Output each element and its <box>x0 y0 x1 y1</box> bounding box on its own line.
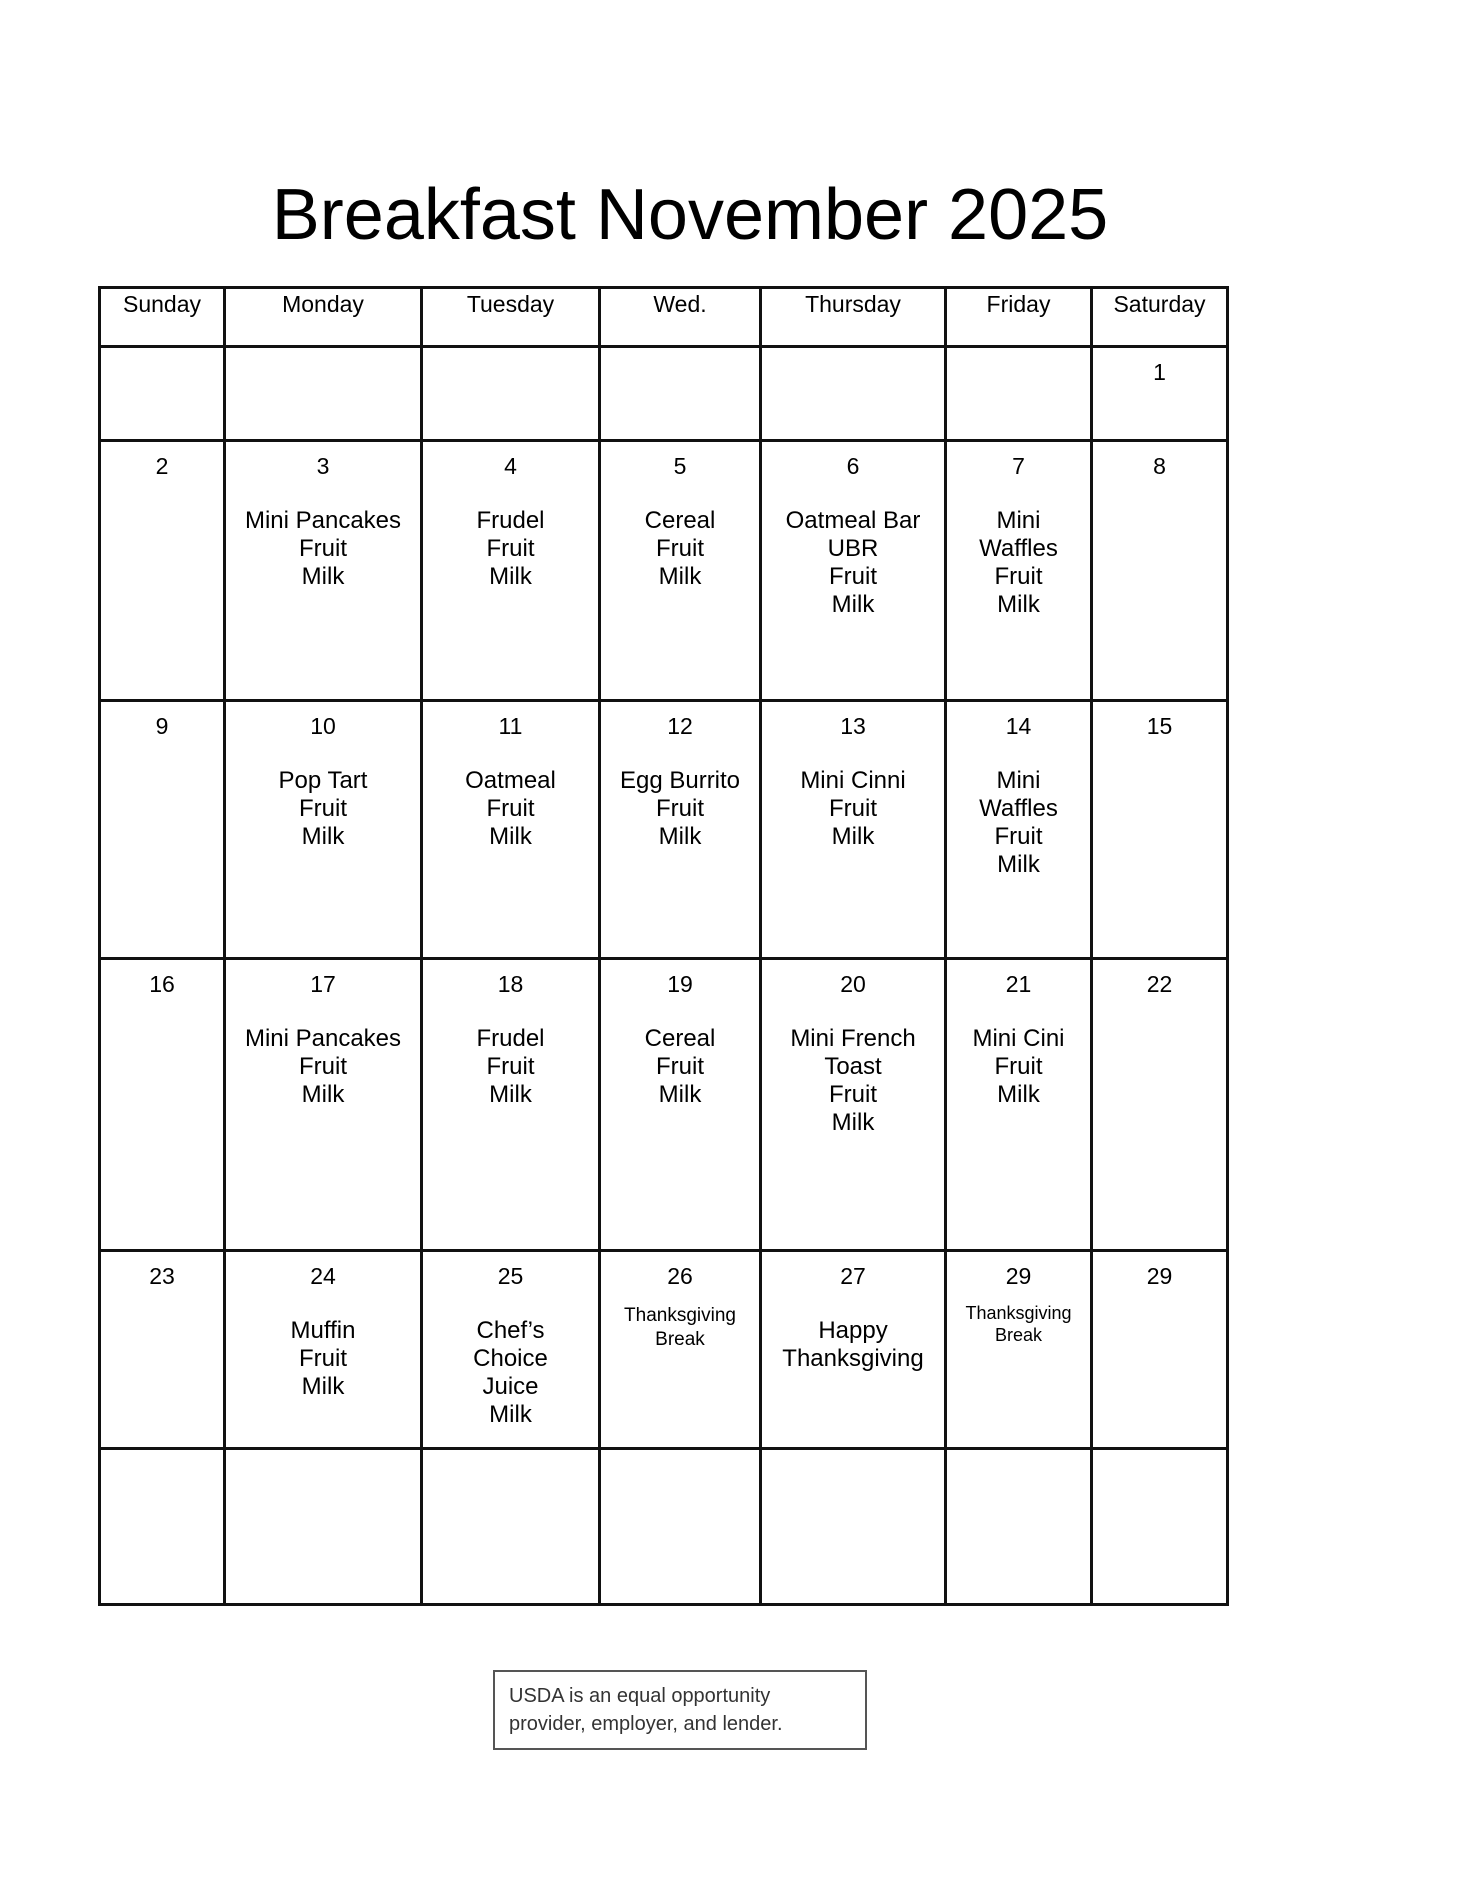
day-cell <box>422 959 600 1251</box>
menu-item: Fruit <box>486 535 535 562</box>
day-cell <box>225 441 422 701</box>
day-cell <box>422 441 600 701</box>
day-cell <box>1092 347 1228 441</box>
menu-items <box>423 1317 598 1429</box>
menu-items <box>601 767 759 851</box>
calendar-grid <box>98 286 1229 1606</box>
usda-notice <box>493 1670 867 1750</box>
menu-item: Milk <box>997 851 1040 878</box>
day-cell <box>422 1449 600 1605</box>
menu-item: Mini Pancakes <box>244 1025 402 1052</box>
menu-item: Milk <box>831 1109 875 1136</box>
menu-item: Frudel <box>476 1025 545 1052</box>
menu-item: Milk <box>301 1373 345 1400</box>
menu-item: Fruit <box>829 1081 877 1108</box>
day-number <box>947 1450 1090 1460</box>
day-number <box>601 348 759 358</box>
week-row <box>100 1449 1228 1605</box>
week-row <box>100 701 1228 959</box>
day-cell <box>600 1449 761 1605</box>
day-cell <box>225 959 422 1251</box>
day-cell <box>422 701 600 959</box>
week-row <box>100 441 1228 701</box>
day-cell <box>1092 959 1228 1251</box>
day-cell <box>100 347 225 441</box>
day-number: 5 <box>673 453 687 479</box>
menu-items <box>762 507 944 619</box>
menu-item: Chef’s <box>476 1317 545 1344</box>
day-cell <box>761 441 946 701</box>
menu-item: Mini <box>996 507 1041 534</box>
day-number <box>226 1450 420 1460</box>
day-cell <box>1092 441 1228 701</box>
menu-item: Fruit <box>829 563 877 590</box>
weekday-header: Wed. <box>600 288 761 347</box>
day-cell <box>100 959 225 1251</box>
weekday-header-row <box>100 288 1228 347</box>
menu-item: Break <box>655 1329 705 1350</box>
day-number: 14 <box>1005 713 1032 739</box>
menu-items <box>423 767 598 851</box>
menu-item: Frudel <box>476 507 545 534</box>
menu-item: Milk <box>997 591 1040 618</box>
day-number: 18 <box>497 971 524 997</box>
menu-item: Break <box>994 1325 1043 1345</box>
day-cell <box>946 1449 1092 1605</box>
day-number: 4 <box>504 453 517 479</box>
day-number: 27 <box>840 1263 866 1289</box>
menu-item: Fruit <box>299 1053 347 1080</box>
weekday-header: Friday <box>946 288 1092 347</box>
usda-notice-line: provider, employer, and lender. <box>509 1713 783 1735</box>
menu-item: Milk <box>658 563 702 590</box>
menu-item: Milk <box>301 823 345 850</box>
menu-items <box>601 1025 759 1109</box>
day-cell <box>1092 1449 1228 1605</box>
day-cell <box>225 1449 422 1605</box>
menu-item: Choice <box>473 1345 548 1372</box>
menu-item: Milk <box>301 563 345 590</box>
menu-item: Waffles <box>979 795 1058 822</box>
day-number: 9 <box>155 713 169 739</box>
menu-item: Muffin <box>290 1317 356 1344</box>
menu-items <box>762 1317 944 1373</box>
menu-item: Milk <box>489 1081 532 1108</box>
menu-item: Milk <box>831 823 875 850</box>
day-number: 13 <box>840 713 866 739</box>
menu-item: Milk <box>831 591 875 618</box>
day-cell <box>1092 1251 1228 1449</box>
day-cell <box>946 701 1092 959</box>
day-cell <box>761 1449 946 1605</box>
menu-item: Pop Tart <box>278 767 368 794</box>
day-number <box>101 348 223 358</box>
menu-item: Mini French <box>790 1025 916 1052</box>
menu-items <box>762 1025 944 1137</box>
menu-item: Fruit <box>299 1345 347 1372</box>
menu-items <box>947 1302 1090 1346</box>
menu-item: Cereal <box>644 1025 716 1052</box>
menu-item: Milk <box>658 1081 702 1108</box>
day-cell <box>225 701 422 959</box>
menu-item: Mini Pancakes <box>244 507 402 534</box>
day-number: 3 <box>316 453 330 479</box>
day-number: 12 <box>667 713 693 739</box>
menu-item: Oatmeal <box>465 767 556 794</box>
menu-item: Fruit <box>656 1053 704 1080</box>
day-number <box>762 1450 944 1460</box>
menu-items <box>947 507 1090 619</box>
usda-notice-line: USDA is an equal opportunity <box>509 1685 771 1707</box>
day-number: 23 <box>149 1263 175 1289</box>
day-cell <box>422 347 600 441</box>
menu-item: Fruit <box>299 535 347 562</box>
day-cell <box>600 701 761 959</box>
menu-item: UBR <box>827 535 879 562</box>
day-number: 21 <box>1005 971 1032 997</box>
day-cell <box>422 1251 600 1449</box>
day-number <box>101 1450 223 1460</box>
menu-item: Thanksgiving <box>782 1345 924 1372</box>
day-number: 29 <box>1005 1263 1032 1289</box>
menu-item: Oatmeal Bar <box>785 507 921 534</box>
day-cell <box>100 1449 225 1605</box>
day-number: 17 <box>310 971 336 997</box>
day-cell <box>600 347 761 441</box>
day-cell <box>761 347 946 441</box>
day-number <box>601 1450 759 1460</box>
weekday-header: Saturday <box>1092 288 1228 347</box>
menu-items <box>226 767 420 851</box>
day-number: 7 <box>1012 453 1025 479</box>
day-cell <box>761 959 946 1251</box>
day-cell <box>761 701 946 959</box>
day-cell <box>946 441 1092 701</box>
menu-item: Cereal <box>644 507 716 534</box>
menu-item: Thanksgiving <box>965 1303 1072 1323</box>
menu-items <box>423 507 598 591</box>
weekday-header: Monday <box>225 288 422 347</box>
day-cell <box>1092 701 1228 959</box>
menu-item: Milk <box>658 823 702 850</box>
menu-item: Fruit <box>994 823 1043 850</box>
day-number: 22 <box>1146 971 1173 997</box>
day-number: 20 <box>840 971 866 997</box>
menu-items <box>601 1304 759 1352</box>
day-cell <box>761 1251 946 1449</box>
menu-item: Toast <box>824 1053 882 1080</box>
day-cell <box>946 959 1092 1251</box>
day-number <box>762 348 944 358</box>
menu-item: Fruit <box>829 795 877 822</box>
menu-items <box>947 1025 1090 1109</box>
day-number: 19 <box>667 971 693 997</box>
day-number: 11 <box>498 713 523 739</box>
menu-item: Fruit <box>656 795 704 822</box>
day-number: 8 <box>1153 453 1166 479</box>
menu-item: Mini <box>996 767 1041 794</box>
menu-item: Milk <box>489 823 532 850</box>
day-cell <box>600 1251 761 1449</box>
day-number <box>1093 1450 1226 1460</box>
day-number <box>423 348 598 358</box>
day-cell <box>946 347 1092 441</box>
menu-item: Egg Burrito <box>619 767 741 794</box>
menu-item: Fruit <box>299 795 347 822</box>
weekday-header: Sunday <box>100 288 225 347</box>
menu-item: Juice <box>482 1373 539 1400</box>
menu-item: Fruit <box>486 1053 535 1080</box>
menu-items <box>226 507 420 591</box>
day-cell <box>100 441 225 701</box>
menu-items <box>762 767 944 851</box>
menu-items <box>226 1317 420 1401</box>
day-number: 16 <box>149 971 175 997</box>
menu-item: Mini Cinni <box>800 767 906 794</box>
menu-item: Fruit <box>994 1053 1043 1080</box>
menu-item: Milk <box>301 1081 345 1108</box>
menu-items <box>226 1025 420 1109</box>
day-cell <box>225 1251 422 1449</box>
menu-item: Fruit <box>656 535 704 562</box>
day-cell <box>100 1251 225 1449</box>
week-row <box>100 1251 1228 1449</box>
menu-item: Fruit <box>994 563 1043 590</box>
day-number: 2 <box>155 453 169 479</box>
day-number: 29 <box>1146 1263 1173 1289</box>
day-cell <box>946 1251 1092 1449</box>
menu-item: Waffles <box>979 535 1058 562</box>
menu-item: Happy <box>818 1317 888 1344</box>
day-number: 26 <box>667 1263 693 1289</box>
day-number: 24 <box>310 1263 336 1289</box>
day-cell <box>600 959 761 1251</box>
day-number: 1 <box>1153 359 1166 385</box>
day-number <box>947 348 1090 358</box>
menu-item: Milk <box>997 1081 1040 1108</box>
day-cell <box>600 441 761 701</box>
week-row <box>100 347 1228 441</box>
week-row <box>100 959 1228 1251</box>
menu-item: Fruit <box>486 795 535 822</box>
day-number: 15 <box>1146 713 1173 739</box>
day-number: 6 <box>846 453 860 479</box>
day-number <box>226 348 420 358</box>
day-number: 10 <box>310 713 336 739</box>
day-cell <box>100 701 225 959</box>
menu-item: Mini Cini <box>972 1025 1065 1052</box>
menu-item: Milk <box>489 1401 532 1428</box>
day-number: 25 <box>497 1263 524 1289</box>
page-title: Breakfast November 2025 <box>271 175 1109 255</box>
menu-item: Milk <box>489 563 532 590</box>
day-cell <box>225 347 422 441</box>
menu-items <box>423 1025 598 1109</box>
weekday-header: Thursday <box>761 288 946 347</box>
menu-items <box>947 767 1090 879</box>
menu-item: Thanksgiving <box>624 1305 736 1326</box>
menu-items <box>601 507 759 591</box>
day-number <box>423 1450 598 1460</box>
weekday-header: Tuesday <box>422 288 600 347</box>
